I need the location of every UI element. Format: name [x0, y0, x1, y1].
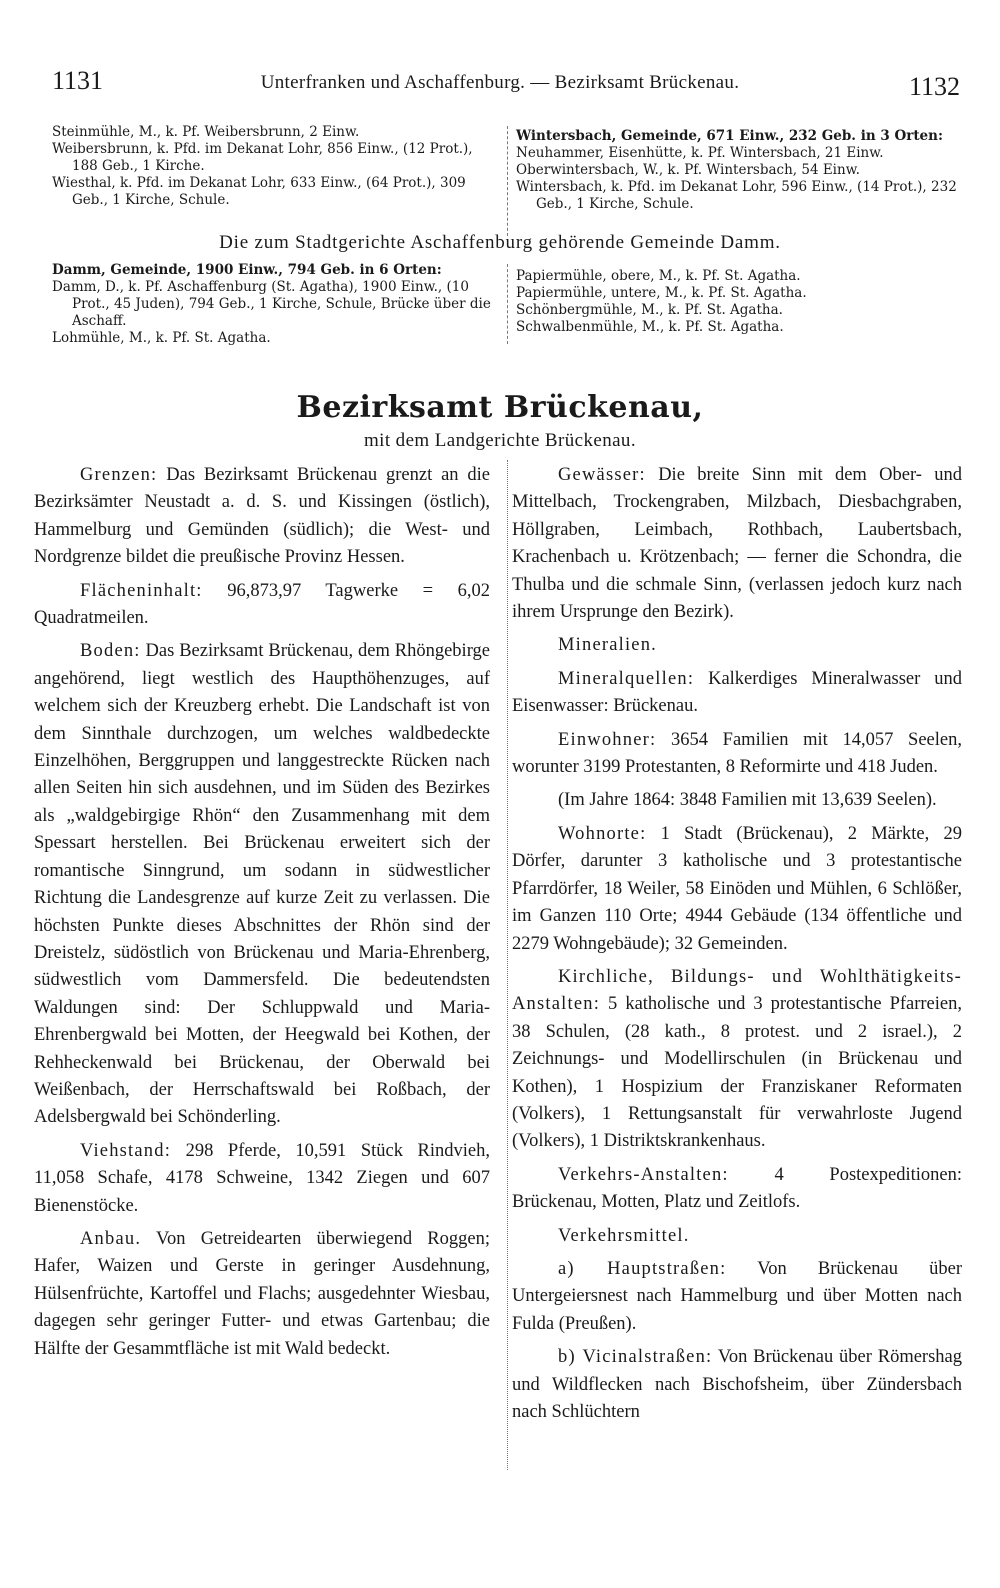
column-divider [507, 264, 508, 344]
upper-right-entries [516, 128, 968, 213]
paragraph [512, 1344, 962, 1426]
paragraph [512, 666, 962, 721]
paragraph-label: Viehstand: [80, 1140, 172, 1161]
entry-neuhammer: Neuhammer, Eisenhütte, k. Pf. Wintersbach, 21 Einw. [516, 145, 884, 161]
paragraph-text: Von Getreidearten überwiegend Roggen; Hafer, Waizen und Gerste in geringer Ausdehnung, Hülsenfrüchte, Kartoffel und Flachs; ausgedehnter Wiesbau, dagegen sehr geringer Futter- und etwas Gartenbau; die Hälfte der Gesammtfläche ist mit Wald bedeckt. [34, 1228, 490, 1359]
paragraph-label: Wohnorte: [558, 823, 647, 844]
running-header: Unterfranken und Aschaffenburg. — Bezirksamt Brückenau. [260, 72, 740, 93]
entry-wintersbach-gemeinde: Wintersbach, Gemeinde, 671 Einw., 232 Geb. in 3 Orten: [516, 128, 943, 144]
paragraph-label: Mineralquellen: [558, 668, 695, 689]
damm-right-entries [516, 268, 968, 336]
entry-wiesthal: Wiesthal, k. Pfd. im Dekanat Lohr, 633 Einw., (64 Prot.), 309 Geb., 1 Kirche, Schule. [52, 175, 466, 208]
paragraph-label: Boden: [80, 641, 141, 662]
paragraph [34, 578, 490, 633]
entry-schwalbenmuehle: Schwalbenmühle, M., k. Pf. St. Agatha. [516, 319, 784, 335]
upper-left-entries [52, 124, 502, 209]
paragraph [34, 638, 490, 1131]
paragraph [512, 1162, 962, 1217]
damm-heading: Die zum Stadtgerichte Aschaffenburg gehörende Gemeinde Damm. [219, 232, 781, 253]
damm-left-entries [52, 262, 502, 347]
paragraph [512, 632, 962, 659]
paragraph [512, 787, 962, 814]
entry-damm-gemeinde: Damm, Gemeinde, 1900 Einw., 794 Geb. in 6 Orten: [52, 262, 442, 278]
page-number-left: 1131 [52, 66, 104, 95]
paragraph-text: 1 Stadt (Brückenau), 2 Märkte, 29 Dörfer, darunter 3 katholische und 3 protestantische Pfarrdörfer, 18 Weiler, 58 Einöden und Mühlen, 6 Schlößer, im Ganzen 110 Orte; 4944 Gebäude (134 öffentliche und 2279 Wohngebäude); 32 Gemeinden. [512, 823, 962, 954]
page-number-right: 1132 [908, 72, 960, 101]
paragraph-text: Das Bezirksamt Brückenau grenzt an die Bezirksämter Neustadt a. d. S. und Kissingen (östlich), Hammelburg und Gemünden (südlich); die West- und Nordgrenze bildet die preußische Provinz Hessen. [34, 465, 490, 568]
body-left-column [34, 462, 490, 1369]
paragraph-text: Von Brückenau über Untergeiersnest nach Hammelburg und über Motten nach Fulda (Preußen). [512, 1258, 962, 1334]
paragraph [34, 462, 490, 572]
paragraph [512, 821, 962, 958]
column-divider [507, 460, 508, 1470]
paragraph-label: Verkehrsmittel. [558, 1225, 690, 1246]
entry-papiermuehle-obere: Papiermühle, obere, M., k. Pf. St. Agatha. [516, 268, 801, 284]
paragraph-label: b) Vicinalstraßen: [558, 1347, 713, 1368]
paragraph-text: 96,873,97 Tagwerke = 6,02 Quadratmeilen. [34, 580, 490, 629]
paragraph [512, 964, 962, 1156]
paragraph-text: Von Brückenau über Römershag und Wildflecken nach Bischofsheim, über Zündersbach nach Schlüchtern [512, 1347, 962, 1422]
paragraph-label: Verkehrs-Anstalten: [558, 1164, 729, 1185]
entry-damm: Damm, D., k. Pf. Aschaffenburg (St. Agatha), 1900 Einw., (10 Prot., 45 Juden), 794 Geb., 1 Kirche, Schule, Brücke über die Aschaff. [52, 279, 491, 329]
column-divider [507, 126, 508, 236]
entry-schoenbergmuehle: Schönbergmühle, M., k. Pf. St. Agatha. [516, 302, 783, 318]
entry-wintersbach: Wintersbach, k. Pfd. im Dekanat Lohr, 596 Einw., (14 Prot.), 232 Geb., 1 Kirche, Schule. [516, 179, 957, 212]
paragraph-text: 5 katholische und 3 protestantische Pfarreien, 38 Schulen, (28 kath., 8 protest. und 2 israel.), 2 Zeichnungs- und Modellirschulen (in Brückenau und Kothen), 1 Hospizium der Franziskaner Reformaten (Volkers), 1 Rettungsanstalt für verwahrloste Jugend (Volkers), 1 Distriktskrankenhaus. [512, 994, 962, 1152]
body-right-column [512, 462, 962, 1432]
paragraph-label: Einwohner: [558, 729, 657, 750]
entry-papiermuehle-untere: Papiermühle, untere, M., k. Pf. St. Agatha. [516, 285, 807, 301]
section-subtitle: mit dem Landgerichte Brückenau. [364, 430, 636, 451]
entry-lohmuehle: Lohmühle, M., k. Pf. St. Agatha. [52, 330, 271, 346]
paragraph [512, 727, 962, 782]
paragraph [512, 462, 962, 626]
paragraph [34, 1138, 490, 1220]
entry-weibersbrunn: Weibersbrunn, k. Pfd. im Dekanat Lohr, 856 Einw., (12 Prot.), 188 Geb., 1 Kirche. [52, 141, 473, 174]
paragraph-label: Mineralien. [558, 635, 657, 656]
paragraph-text: (Im Jahre 1864: 3848 Familien mit 13,639 Seelen). [558, 790, 937, 811]
paragraph-text: Das Bezirksamt Brückenau, dem Rhöngebirge angehörend, liegt westlich des Haupthöhenzuges, auf welchem sich der Kreuzberg erhebt. Die Landschaft ist von dem Sinnthale durchzogen, um welches waldbedeckte Einzelhöhen, Berggruppen und langgestreckte Rücken nach allen Seiten hin sich ausdehnen, und im Süden des Bezirkes als „waldgebirgige Rhön“ den Zusammenhang mit dem Spessart herstellen. Bei Brückenau erweitert sich der romantische Sinngrund, um sodann in südwestlicher Richtung die Landesgrenze auf kurze Zeit zu verlassen. Die höchsten Punkte dieses Abschnittes der Rhön sind der Dreistelz, südöstlich von Brückenau und Maria-Ehrenberg, südwestlich vom Dammersfeld. Die bedeutendsten Waldungen sind: Der Schluppwald und Maria-Ehrenbergwald bei Motten, der Heegwald bei Kothen, der Rehheckenwald bei Brückenau, der Oberwald bei Weißenbach, der Herrschaftswald bei Roßbach, der Adelsbergwald bei Schönderling. [34, 641, 490, 1128]
paragraph-text: Die breite Sinn mit dem Ober- und Mittelbach, Trockengraben, Milzbach, Diesbachgraben, Höllgraben, Leimbach, Rothbach, Laubertsbach, Krachenbach u. Krötzenbach; — ferner die Schondra, die Thulba und die schmale Sinn, (verlassen jedoch kurz nach ihrem Ursprunge den Bezirk). [512, 465, 962, 623]
entry-steinmuehle: Steinmühle, M., k. Pf. Weibersbrunn, 2 Einw. [52, 124, 360, 140]
paragraph-text: 4 Postexpeditionen: Brückenau, Motten, Platz und Zeitlofs. [512, 1164, 962, 1213]
paragraph-label: Anbau. [80, 1228, 142, 1249]
paragraph [512, 1256, 962, 1338]
paragraph-label: Flächeninhalt: [80, 580, 203, 601]
paragraph [34, 1226, 490, 1363]
paragraph-text: 3654 Familien mit 14,057 Seelen, worunter 3199 Protestanten, 8 Reformirte und 418 Juden. [512, 729, 962, 778]
paragraph-text: 298 Pferde, 10,591 Stück Rindvieh, 11,058 Schafe, 4178 Schweine, 1342 Ziegen und 607 Bienenstöcke. [34, 1140, 490, 1216]
paragraph-label: Kirchliche, Bildungs- und Wohlthätigkeits-Anstalten: [512, 966, 962, 1015]
section-title: Bezirksamt Brückenau, [296, 390, 704, 425]
entry-oberwintersbach: Oberwintersbach, W., k. Pf. Wintersbach, 54 Einw. [516, 162, 860, 178]
paragraph-label: a) Hauptstraßen: [558, 1258, 727, 1279]
paragraph-label: Grenzen: [80, 465, 158, 485]
paragraph [512, 1223, 962, 1250]
paragraph-text: Kalkerdiges Mineralwasser und Eisenwasser: Brückenau. [512, 668, 962, 717]
paragraph-label: Gewässer: [558, 465, 646, 485]
